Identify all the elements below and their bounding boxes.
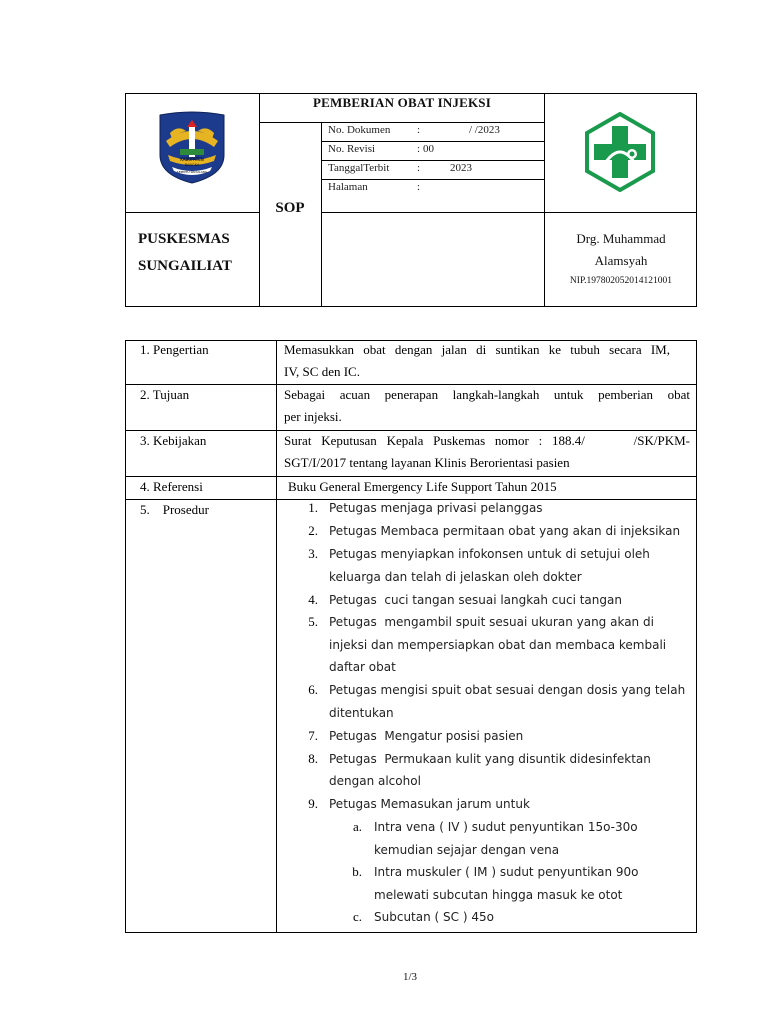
section-text: IV, SC den IC.: [284, 364, 360, 379]
divider: [544, 93, 545, 307]
divider: [322, 141, 545, 142]
step-text: Petugas cuci tangan sesuai langkah cuci tangan: [329, 593, 622, 607]
step-number: 8.: [308, 751, 318, 766]
divider: [322, 160, 545, 161]
section-text: per injeksi.: [284, 409, 342, 424]
section-text: SGT/I/2017 tentang layanan Klinis Berorientasi pasien: [284, 455, 570, 470]
section-label-pengertian: 1. Pengertian: [140, 342, 209, 357]
substep-text: Intra vena ( IV ) sudut penyuntikan 15o-30o: [374, 820, 638, 834]
section-label-tujuan: 2. Tujuan: [140, 387, 190, 402]
substep-text: kemudian sejajar dengan vena: [374, 843, 560, 857]
signatory-name: Drg. Muhammad: [576, 231, 666, 246]
section-text: Sebagai acuan penerapan langkah-langkah untuk pemberian obat: [284, 387, 690, 402]
step-text: ditentukan: [329, 706, 394, 720]
substep-letter: c.: [352, 909, 362, 924]
signatory-name: Alamsyah: [594, 253, 648, 268]
substep-text: melewati subcutan hingga masuk ke otot: [374, 888, 623, 902]
step-number: 4.: [308, 592, 318, 607]
step-text: Petugas menjaga privasi pelanggas: [329, 501, 543, 515]
step-number: 5.: [308, 614, 318, 629]
step-text: daftar obat: [329, 660, 396, 674]
section-label-referensi: 4. Referensi: [140, 479, 203, 494]
divider: [321, 122, 322, 307]
section-text: Memasukkan obat dengan jalan di suntikan ke tubuh secara IM,: [284, 342, 670, 357]
logo-text: SEPINTU SEDULANG: [176, 170, 208, 174]
organization-line: PUSKESMAS: [138, 231, 230, 247]
signatory: [545, 228, 697, 272]
substep-text: Intra muskuler ( IM ) sudut penyuntikan 90o: [374, 865, 639, 879]
divider: [276, 340, 277, 933]
kabupaten-bangka-logo: [156, 111, 228, 185]
step-text: Petugas Membaca permitaan obat yang akan di injeksikan: [329, 524, 681, 538]
meta-label: TanggalTerbit: [328, 162, 390, 174]
meta-value: 00: [423, 143, 434, 155]
step-text: dengan alcohol: [329, 774, 421, 788]
logo-text: BANGKA: [184, 163, 200, 167]
meta-label: Halaman: [328, 181, 368, 193]
substep-letter: a.: [352, 819, 362, 834]
substep-letter: b.: [352, 864, 362, 879]
meta-value: / /2023: [469, 124, 500, 136]
organization-name: [138, 226, 232, 280]
section-label-kebijakan: 3. Kebijakan: [140, 433, 207, 448]
divider: [259, 122, 545, 123]
signatory-nip: NIP.197802052014121001: [569, 276, 673, 286]
step-number: 1.: [308, 500, 318, 515]
logo-text: KABUPATEN: [180, 157, 204, 162]
sop-label: SOP: [275, 200, 305, 216]
step-text: keluarga dan telah di jelaskan oleh dokter: [329, 570, 582, 584]
organization-line: SUNGAILIAT: [138, 258, 232, 274]
step-text: Petugas Permukaan kulit yang disuntik didesinfektan: [329, 752, 651, 766]
meta-sep: :: [417, 162, 421, 174]
step-text: Petugas mengambil spuit sesuai ukuran yang akan di: [329, 615, 654, 629]
step-text: Petugas Mengatur posisi pasien: [329, 729, 524, 743]
section-text: Buku General Emergency Life Support Tahun 2015: [288, 479, 557, 494]
step-number: 3.: [308, 546, 318, 561]
meta-label: No. Dokumen: [328, 124, 391, 136]
divider: [322, 212, 697, 213]
divider: [125, 212, 260, 213]
substep-text: Subcutan ( SC ) 45o: [374, 910, 494, 924]
section-label-prosedur: 5. Prosedur: [140, 502, 209, 517]
step-number: 6.: [308, 682, 318, 697]
step-text: Petugas menyiapkan infokonsen untuk di setujui oleh: [329, 547, 650, 561]
meta-value: 2023: [450, 162, 472, 174]
meta-label: No. Revisi: [328, 143, 376, 155]
document-title: PEMBERIAN OBAT INJEKSI: [312, 95, 491, 110]
step-text: Petugas mengisi spuit obat sesuai dengan dosis yang telah: [329, 683, 686, 697]
step-text: injeksi dan mempersiapkan obat dan membaca kembali: [329, 638, 667, 652]
meta-sep: :: [417, 124, 421, 136]
page-number: 1/3: [402, 971, 418, 983]
meta-sep: :: [417, 143, 421, 155]
divider: [322, 179, 545, 180]
section-text: Surat Keputusan Kepala Puskemas nomor : 188.4/ /SK/PKM-: [284, 433, 690, 448]
puskesmas-cross-logo-icon: [580, 112, 660, 192]
step-text: Petugas Memasukan jarum untuk: [329, 797, 530, 811]
step-number: 2.: [308, 523, 318, 538]
step-number: 9.: [308, 796, 318, 811]
meta-sep: :: [417, 181, 421, 193]
step-number: 7.: [308, 728, 318, 743]
